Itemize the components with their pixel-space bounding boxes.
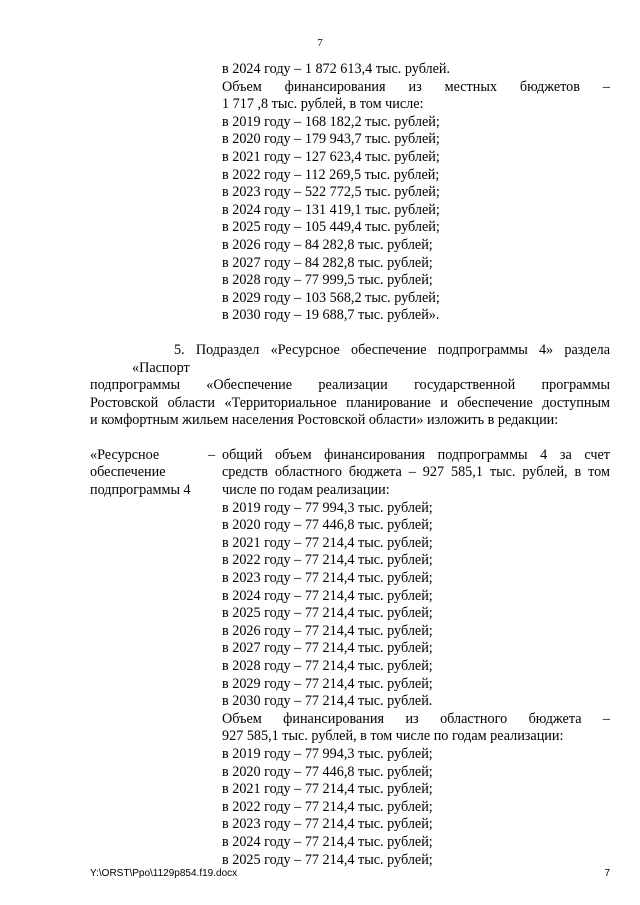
heading-word: финансирования [284, 78, 386, 95]
year-line: в 2020 году – 77 446,8 тыс. рублей; [222, 763, 433, 780]
year-line: в 2030 году – 77 214,4 тыс. рублей. [222, 693, 433, 710]
heading-word: местных [444, 78, 497, 95]
label-line: подпрограммы 4 [90, 482, 191, 499]
heading-word: областного [440, 710, 508, 727]
paragraph-5-line: Ростовской области «Территориальное планирование и обеспечение доступным [90, 394, 610, 411]
year-line: в 2027 году – 77 214,4 тыс. рублей; [222, 640, 433, 657]
label-line: «Ресурсное [90, 446, 160, 463]
year-line: в 2025 году – 77 214,4 тыс. рублей; [222, 605, 433, 622]
paragraph-5 [90, 342, 610, 430]
year-line: в 2027 году – 84 282,8 тыс. рублей; [222, 254, 433, 271]
year-line: в 2024 году – 77 214,4 тыс. рублей; [222, 587, 433, 604]
heading-word: финансирования [283, 710, 385, 727]
local-years-list [222, 114, 610, 325]
year-line: в 2025 году – 77 214,4 тыс. рублей; [222, 851, 433, 868]
regional-years-list [222, 746, 610, 869]
year-line: в 2023 году – 77 214,4 тыс. рублей; [222, 816, 433, 833]
resource-table-label [90, 447, 208, 869]
year-line: в 2022 году – 77 214,4 тыс. рублей; [222, 798, 433, 815]
year-line: в 2019 году – 77 994,3 тыс. рублей; [222, 745, 433, 762]
intro-line: числе по годам реализации: [222, 482, 390, 499]
label-line: обеспечение [90, 464, 166, 481]
year-line: в 2022 году – 112 269,5 тыс. рублей; [222, 166, 440, 183]
heading-word: Объем [222, 710, 262, 727]
intro-line: общий объем финансирования подпрограммы 4 за счет [222, 446, 610, 463]
year-line: в 2026 году – 84 282,8 тыс. рублей; [222, 236, 433, 253]
resource-table-values [222, 447, 610, 869]
paragraph-5-line: и комфортным жильем населения Ростовской области» изложить в редакции: [90, 412, 559, 429]
year-line: в 2029 году – 103 568,2 тыс. рублей; [222, 289, 440, 306]
year-line: в 2023 году – 77 214,4 тыс. рублей; [222, 570, 433, 587]
top-block [222, 61, 610, 325]
heading-word: бюджета [528, 710, 582, 727]
year-line: в 2024 году – 131 419,1 тыс. рублей; [222, 201, 440, 218]
year-line: в 2019 году – 77 994,3 тыс. рублей; [222, 499, 433, 516]
local-budget-heading [222, 79, 610, 97]
regional-budget-total: 927 585,1 тыс. рублей, в том числе по годам реализации: [222, 728, 564, 745]
footer-page-number: 7 [604, 868, 610, 879]
paragraph-5-line: 5. Подраздел «Ресурсное обеспечение подпрограммы 4» раздела «Паспорт [132, 341, 610, 376]
year-line: в 2019 году – 168 182,2 тыс. рублей; [222, 113, 440, 130]
regional-budget-heading [222, 711, 610, 729]
year-line: в 2028 году – 77 999,5 тыс. рублей; [222, 272, 433, 289]
heading-word: из [405, 710, 419, 727]
year-line: в 2025 году – 105 449,4 тыс. рублей; [222, 219, 440, 236]
year-line: в 2026 году – 77 214,4 тыс. рублей; [222, 622, 433, 639]
footer-file-path: Y:\ORST\Ppo\1129p854.f19.docx [90, 868, 238, 879]
year-line: в 2021 году – 77 214,4 тыс. рублей; [222, 534, 433, 551]
total-years-list [222, 500, 610, 711]
year-line: в 2028 году – 77 214,4 тыс. рублей; [222, 658, 433, 674]
year-line: в 2021 году – 127 623,4 тыс. рублей; [222, 148, 440, 165]
heading-word: из [408, 78, 422, 95]
year-line: в 2020 году – 179 943,7 тыс. рублей; [222, 131, 440, 148]
document-body [90, 61, 610, 869]
heading-word: – [602, 710, 611, 727]
year-line: в 2029 году – 77 214,4 тыс. рублей; [222, 675, 433, 692]
heading-word: бюджетов [519, 78, 580, 95]
year-line: в 2023 году – 522 772,5 тыс. рублей; [222, 184, 440, 201]
paragraph-5-line: подпрограммы «Обеспечение реализации государственной программы [90, 377, 610, 394]
page-number: 7 [317, 37, 323, 49]
year-line: в 2020 году – 77 446,8 тыс. рублей; [222, 517, 433, 534]
table-dash: – [208, 446, 216, 463]
heading-word: Объем [222, 78, 262, 95]
line-2024-total: в 2024 году – 1 872 613,4 тыс. рублей. [222, 61, 451, 77]
year-line: в 2030 году – 19 688,7 тыс. рублей». [222, 307, 440, 324]
local-budget-total: 1 717 ,8 тыс. рублей, в том числе: [222, 96, 424, 113]
heading-word: – [602, 78, 610, 95]
intro-line: средств областного бюджета – 927 585,1 тыс. рублей, в том [222, 464, 610, 481]
year-line: в 2022 году – 77 214,4 тыс. рублей; [222, 552, 433, 569]
year-line: в 2024 году – 77 214,4 тыс. рублей; [222, 833, 433, 850]
year-line: в 2021 году – 77 214,4 тыс. рублей; [222, 781, 433, 798]
resource-table [90, 447, 610, 869]
